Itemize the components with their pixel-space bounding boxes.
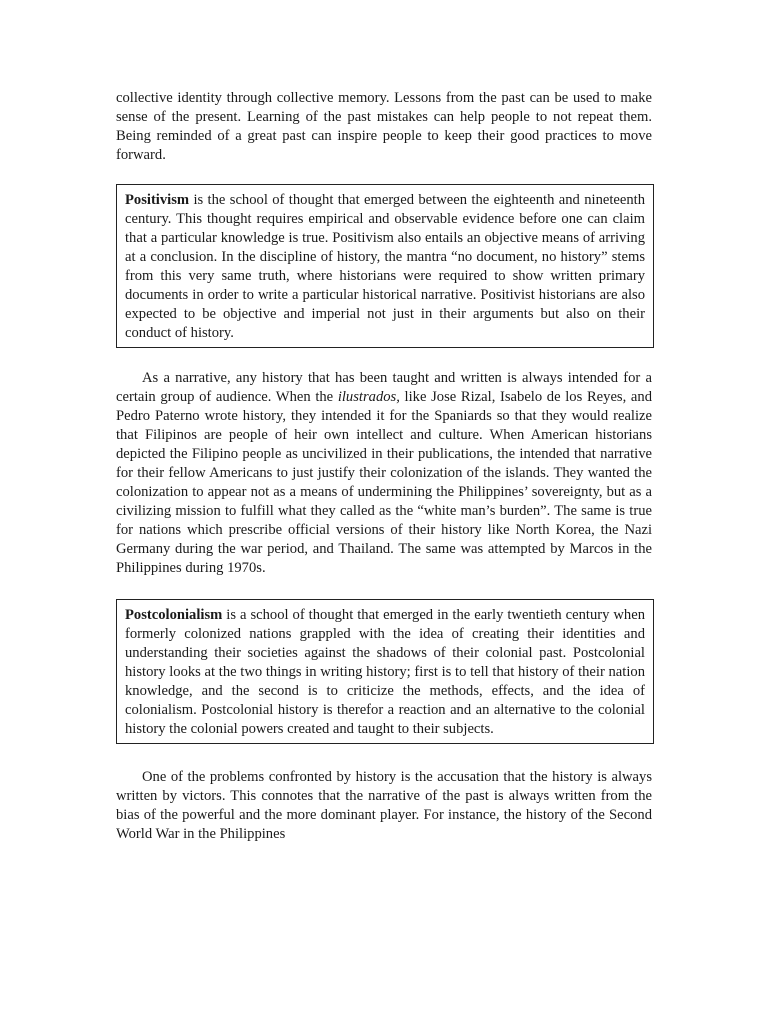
paragraph-2-before: As a narrative, any history that has been taught and written is always intended for a certain group of audience. When the [116, 370, 652, 405]
ilustrados-italic: ilustrados, [337, 389, 400, 405]
postcolonialism-term: Postcolonialism [125, 607, 223, 623]
document-page [116, 89, 652, 844]
postcolonialism-definition-box [116, 599, 654, 744]
positivism-term: Positivism [125, 192, 190, 208]
paragraph-written-by-victors: One of the problems confronted by history is the accusation that the history is always written by victors. This connotes that the narrative of the past is always written from the bias of the powerful and the more dominant player. For instance, the history of the Second World War in the Philippines [116, 769, 652, 842]
paragraph-collective-memory: collective identity through collective memory. Lessons from the past can be used to make sense of the present. Learning of the past mistakes can help people to not repeat them. Being reminded of a great past can inspire people to keep their good practices to move forward. [116, 90, 652, 163]
positivism-definition [125, 191, 645, 343]
postcolonialism-text: is a school of thought that emerged in the early twentieth century when formerly colonized nations grappled with the idea of creating their identities and understanding their societies against the shadows of their colonial past. Postcolonial history looks at the two things in writing history; first is to tell that history of their nation knowledge, and the second is to criticize the methods, effects, and the idea of colonialism. Postcolonial history is therefor a reaction and an alternative to the colonial history the colonial powers created and taught to their subjects. [125, 607, 645, 737]
postcolonialism-definition [125, 606, 645, 739]
paragraph-history-audience [116, 369, 652, 578]
paragraph-2-after: like Jose Rizal, Isabelo de los Reyes, and Pedro Paterno wrote history, they intended it for the Spaniards so that they would realize that Filipinos are people of heir own intellect and culture. When American historians depicted the Filipino people as uncivilized in their publications, the intended that narrative for their fellow Americans to just justify their colonization of the islands. They wanted the colonization to appear not as a means of undermining the Philippines’ sovereignty, but as a civilizing mission to fulfill what they called as the “white man’s burden”. The same is true for nations which prescribe official versions of their history like North Korea, the Nazi Germany during the war period, and Thailand. The same was attempted by Marcos in the Philippines during 1970s. [116, 389, 653, 576]
positivism-definition-box [116, 184, 654, 348]
positivism-text: is the school of thought that emerged between the eighteenth and nineteenth century. This thought requires empirical and observable evidence before one can claim that a particular knowledge is true. Positivism also entails an objective means of arriving at a conclusion. In the discipline of history, the mantra “no document, no history” stems from this very same truth, where historians were required to show written primary documents in order to write a particular historical narrative. Positivist historians are also expected to be objective and imperial not just in their arguments but also on their conduct of history. [125, 192, 645, 341]
